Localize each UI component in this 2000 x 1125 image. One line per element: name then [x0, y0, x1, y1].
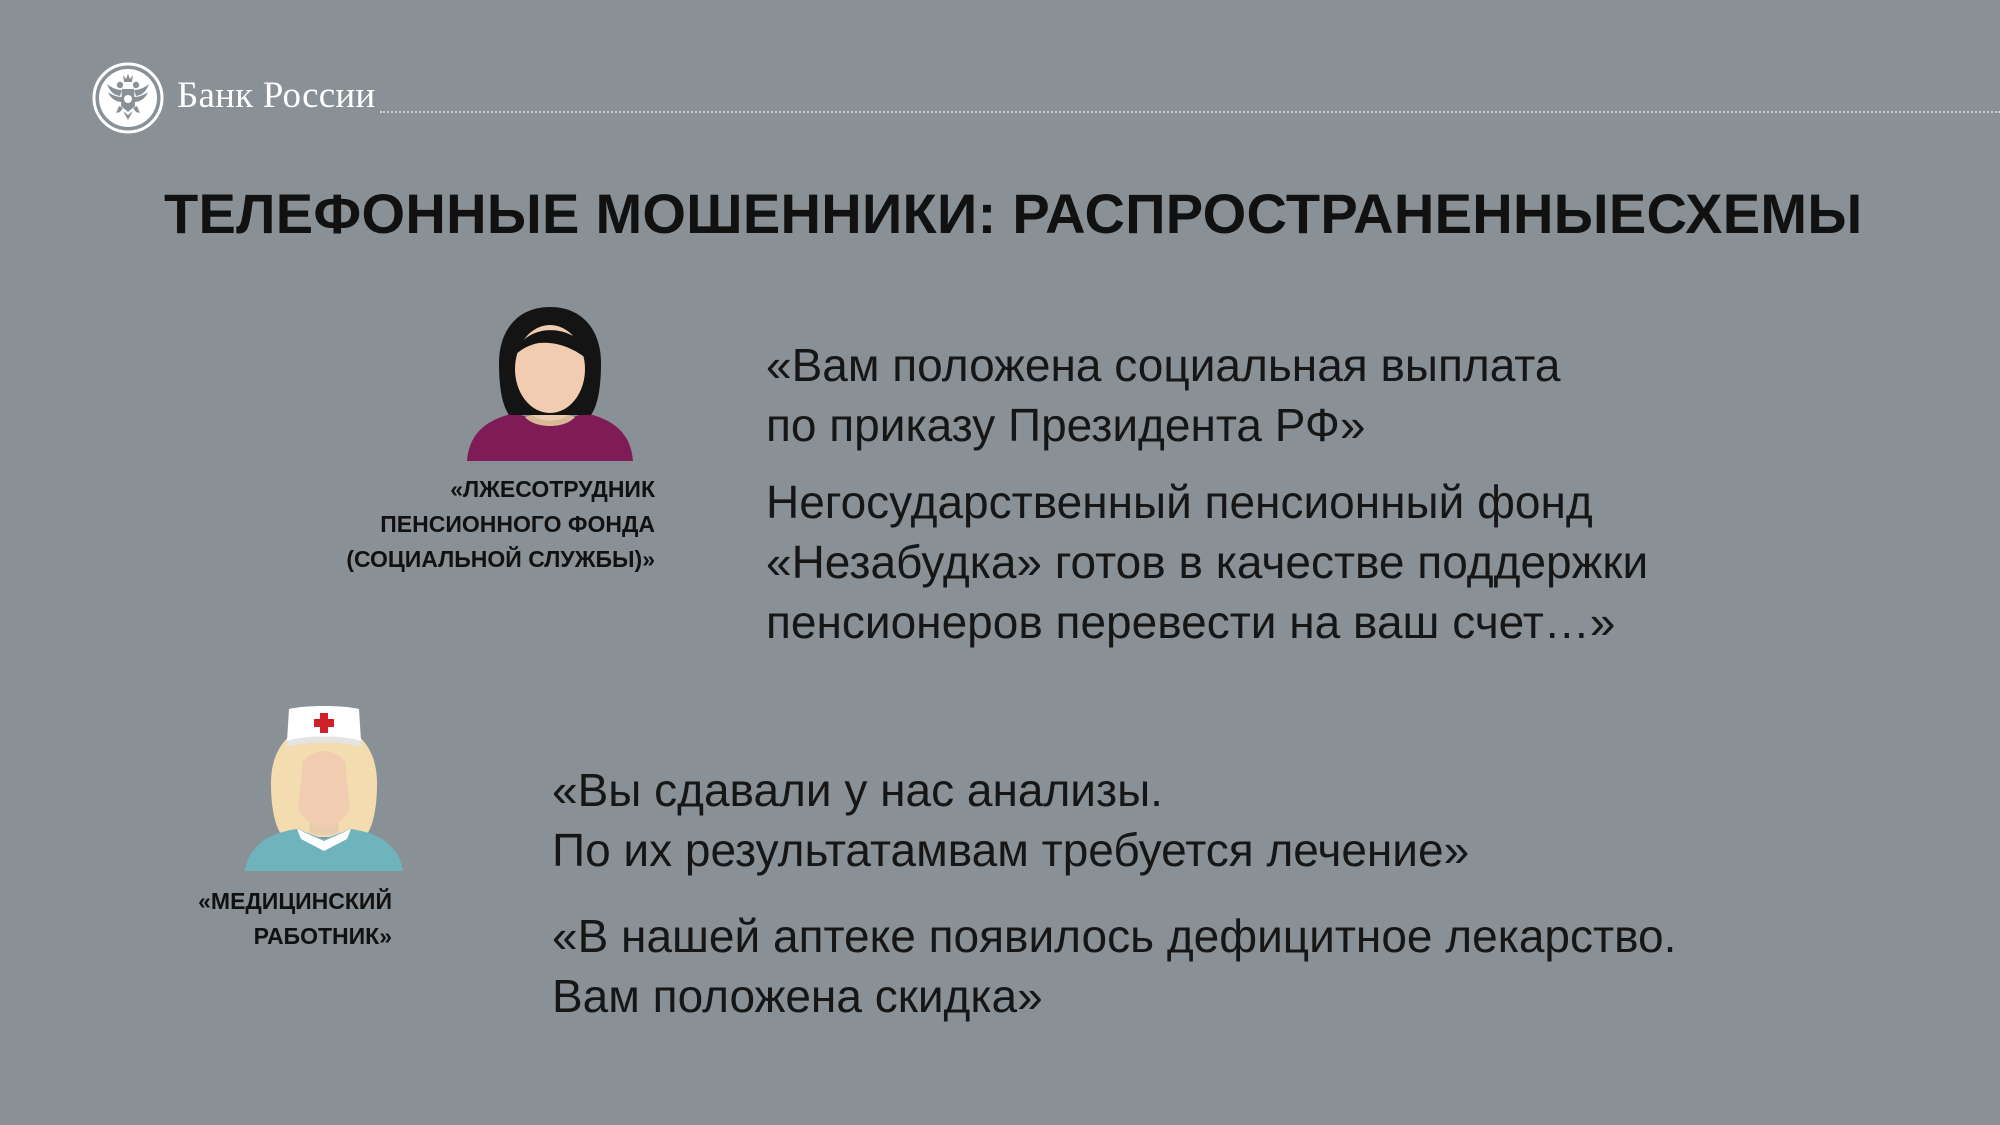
- quote-social-payment: [766, 335, 1560, 455]
- bank-of-russia-eagle-icon: [92, 62, 164, 134]
- brand-name: Банк России: [177, 75, 376, 116]
- quote-line: «В нашей аптеке появилось дефицитное лекарство.: [552, 910, 1677, 962]
- quote-line: «Вы сдавали у нас анализы.: [552, 764, 1163, 816]
- header-divider: [380, 111, 2000, 113]
- role-label-line: РАБОТНИК»: [253, 923, 392, 949]
- quote-line: «Незабудка» готов в качестве поддержки: [766, 536, 1649, 588]
- quote-line: Вам положена скидка»: [552, 970, 1043, 1022]
- role-label-line: «МЕДИЦИНСКИЙ: [198, 888, 392, 914]
- role-label-pension-fund: [250, 472, 655, 577]
- quote-line: Негосударственный пенсионный фонд: [766, 476, 1593, 528]
- woman-dark-hair-icon: [465, 305, 635, 461]
- nurse-icon: [243, 705, 405, 871]
- quote-line: По их результатамвам требуется лечение»: [552, 824, 1470, 876]
- quote-line: «Вам положена социальная выплата: [766, 339, 1561, 391]
- quote-medical-tests: [552, 760, 1469, 880]
- quote-pharmacy-discount: [552, 906, 1676, 1026]
- role-label-medical-worker: [130, 884, 392, 954]
- quote-line: пенсионеров перевести на ваш счет…»: [766, 596, 1616, 648]
- role-label-line: «ЛЖЕСОТРУДНИК: [450, 476, 655, 502]
- quote-pension-fund: [766, 472, 1648, 652]
- quote-line: по приказу Президента РФ»: [766, 399, 1366, 451]
- page-title: ТЕЛЕФОННЫЕ МОШЕННИКИ: РАСПРОСТРАНЕННЫЕСХЕМЫ: [164, 182, 1863, 245]
- role-label-line: ПЕНСИОННОГО ФОНДА: [380, 511, 655, 537]
- role-label-line: (СОЦИАЛЬНОЙ СЛУЖБЫ)»: [346, 546, 655, 572]
